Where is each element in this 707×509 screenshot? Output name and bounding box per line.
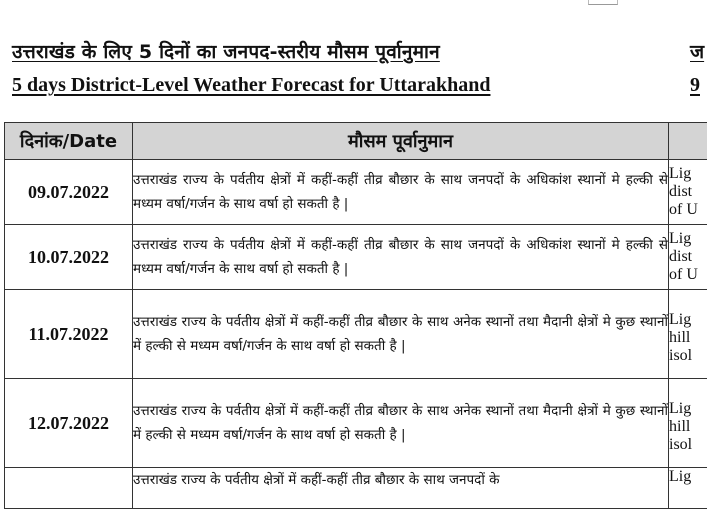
table-row (5, 468, 707, 509)
forecast-english-line: Lig (669, 230, 707, 248)
forecast-english-line: Lig (669, 311, 707, 329)
forecast-english-cell (669, 468, 707, 509)
forecast-english-line: Lig (669, 468, 707, 486)
forecast-english-line: isol (669, 436, 707, 454)
forecast-hindi-cell: उत्तराखंड राज्य के पर्वतीय क्षेत्रों में कहीं-कहीं तीव्र बौछार के साथ अनेक स्थानों तथा मैदानी क्षेत्रों मे कुछ स्थानों में हल्की से मध्यम वर्षा/गर्जन के साथ वर्षा हो सकती है | (133, 379, 669, 468)
column-header-forecast-hindi: मौसम पूर्वानुमान (133, 123, 669, 160)
column-header-date: दिनांक/Date (5, 123, 133, 160)
forecast-english-cell (669, 290, 707, 379)
forecast-english-line: dist (669, 248, 707, 266)
forecast-english-line: of U (669, 266, 707, 284)
forecast-hindi-cell: उत्तराखंड राज्य के पर्वतीय क्षेत्रों में कहीं-कहीं तीव्र बौछार के साथ जनपदों के (133, 468, 669, 509)
forecast-english-cell (669, 379, 707, 468)
forecast-english-line: of U (669, 201, 707, 219)
forecast-english-line: Lig (669, 400, 707, 418)
forecast-english-line: hill (669, 418, 707, 436)
date-cell: 09.07.2022 (5, 160, 133, 225)
column-header-forecast-english (669, 123, 707, 160)
emblem-fragment (588, 0, 618, 5)
table-row (5, 160, 707, 225)
forecast-english-line: dist (669, 183, 707, 201)
date-cell: 11.07.2022 (5, 290, 133, 379)
forecast-english-line: Lig (669, 165, 707, 183)
right-heading-fragment-hindi: ज (690, 40, 704, 64)
table-row (5, 379, 707, 468)
right-heading-fragment-english: 9 (690, 72, 700, 98)
forecast-english-cell (669, 225, 707, 290)
forecast-hindi-cell: उत्तराखंड राज्य के पर्वतीय क्षेत्रों में कहीं-कहीं तीव्र बौछार के साथ अनेक स्थानों तथा मैदानी क्षेत्रों मे कुछ स्थानों में हल्की से मध्यम वर्षा/गर्जन के साथ वर्षा हो सकती है | (133, 290, 669, 379)
table-header-row (5, 123, 707, 160)
date-cell (5, 468, 133, 509)
forecast-table (4, 122, 707, 509)
date-cell: 10.07.2022 (5, 225, 133, 290)
page-title-english: 5 days District-Level Weather Forecast for Uttarakhand (12, 72, 490, 98)
forecast-english-line: hill (669, 329, 707, 347)
forecast-english-cell (669, 160, 707, 225)
forecast-hindi-cell: उत्तराखंड राज्य के पर्वतीय क्षेत्रों में कहीं-कहीं तीव्र बौछार के साथ जनपदों के अधिकांश स्थानों मे हल्की से मध्यम वर्षा/गर्जन के साथ वर्षा हो सकती है | (133, 225, 669, 290)
forecast-english-line: isol (669, 347, 707, 365)
date-cell: 12.07.2022 (5, 379, 133, 468)
table-row (5, 225, 707, 290)
table-row (5, 290, 707, 379)
page-title-hindi: उत्तराखंड के लिए 5 दिनों का जनपद-स्तरीय मौसम पूर्वानुमान (12, 40, 440, 64)
forecast-hindi-cell: उत्तराखंड राज्य के पर्वतीय क्षेत्रों में कहीं-कहीं तीव्र बौछार के साथ जनपदों के अधिकांश स्थानों मे हल्की से मध्यम वर्षा/गर्जन के साथ वर्षा हो सकती है | (133, 160, 669, 225)
